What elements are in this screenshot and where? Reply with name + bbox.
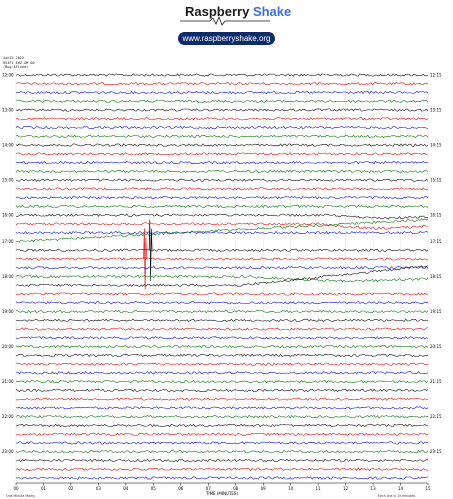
- trace-line: [16, 302, 428, 304]
- row-time-right: 19:15: [430, 309, 442, 314]
- row-time-right: 22:15: [430, 414, 442, 420]
- trace-line: [16, 424, 428, 426]
- minute-grid: [16, 72, 428, 482]
- x-tick-label: 02: [68, 486, 74, 491]
- row-time-right: 23:15: [430, 449, 442, 455]
- x-tick-label: 11: [315, 486, 321, 491]
- trace-line: [16, 275, 428, 282]
- trace-line: [16, 249, 428, 251]
- row-time-left: 16:00: [2, 212, 14, 218]
- trace-line: [16, 214, 428, 219]
- trace-line: [16, 389, 428, 391]
- trace-line: [16, 83, 428, 85]
- meta-channel: R53F1 EHZ AM 00: [3, 60, 35, 65]
- row-time-left: 19:00: [2, 309, 14, 314]
- trace-line: [16, 433, 428, 435]
- trace-line: [16, 398, 428, 400]
- trace-line: [16, 380, 428, 382]
- trace-line: [16, 205, 428, 207]
- row-time-left: 15:00: [2, 177, 14, 183]
- trace-line: [16, 468, 428, 470]
- trace-line: [16, 319, 428, 321]
- footer-right-note: Each line is 15 minutes: [378, 494, 416, 498]
- trace-line: [16, 451, 428, 453]
- trace-line: [16, 219, 428, 243]
- trace-line: [16, 363, 428, 365]
- trace-line: [16, 188, 428, 190]
- x-tick-label: 14: [397, 486, 404, 491]
- meta-date: Jan25 2022: [3, 56, 25, 60]
- x-tick-label: 08: [233, 486, 239, 491]
- footer-left-note: One Minute Marks: [6, 494, 35, 498]
- x-tick-label: 04: [123, 486, 129, 491]
- row-time-left: 12:00: [2, 72, 14, 78]
- x-tick-label: 13: [370, 486, 376, 491]
- trace-line: [16, 161, 428, 163]
- trace-line: [16, 109, 428, 111]
- trace-line: [16, 354, 428, 356]
- seismic-traces: [16, 74, 428, 479]
- row-time-right: 15:15: [430, 177, 442, 183]
- x-axis-label: TIME (MINUTES): [205, 491, 239, 496]
- x-tick-label: 06: [178, 486, 184, 491]
- trace-line: [16, 232, 428, 234]
- row-time-left: 21:00: [2, 379, 14, 385]
- trace-line: [16, 345, 428, 347]
- brand-accent: Shake: [252, 4, 292, 19]
- trace-line: [16, 126, 428, 128]
- row-time-right: 13:15: [430, 107, 442, 113]
- trace-line: [16, 416, 428, 418]
- x-tick-label: 15: [425, 486, 431, 491]
- row-time-left: 22:00: [2, 414, 14, 420]
- trace-line: [16, 477, 428, 479]
- row-time-left: 23:00: [2, 449, 14, 455]
- trace-line: [16, 267, 428, 269]
- row-time-left: 17:00: [2, 239, 14, 244]
- row-time-left: 18:00: [2, 274, 14, 279]
- row-labels: [2, 73, 442, 455]
- x-tick-label: 07: [205, 486, 211, 491]
- x-tick-label: 01: [40, 486, 47, 491]
- trace-line: [16, 258, 428, 260]
- x-tick-label: 10: [288, 486, 294, 491]
- trace-line: [16, 135, 428, 137]
- row-time-right: 17:15: [430, 239, 442, 244]
- row-time-right: 14:15: [430, 142, 442, 148]
- x-tick-label: 03: [95, 486, 101, 491]
- x-tick-label: 00: [13, 486, 19, 491]
- trace-line: [16, 442, 428, 444]
- trace-line: [16, 372, 428, 374]
- website-link[interactable]: www.raspberryshake.org: [178, 32, 275, 45]
- trace-line: [16, 144, 428, 146]
- row-time-right: 18:15: [430, 274, 442, 279]
- row-time-left: 13:00: [2, 107, 14, 113]
- trace-line: [16, 223, 428, 230]
- row-time-right: 21:15: [430, 379, 442, 385]
- x-tick-label: 12: [343, 486, 349, 491]
- trace-line: [16, 153, 428, 155]
- trace-line: [16, 328, 428, 330]
- trace-line: [16, 100, 428, 102]
- trace-line: [16, 197, 428, 199]
- trace-line: [16, 74, 428, 76]
- row-time-right: 12:15: [430, 72, 442, 78]
- trace-line: [16, 310, 428, 312]
- row-time-right: 16:15: [430, 212, 442, 218]
- brand-main: Raspberry: [185, 4, 250, 19]
- x-tick-label: 09: [260, 486, 266, 491]
- trace-line: [16, 459, 428, 461]
- trace-line: [16, 179, 428, 181]
- trace-line: [16, 407, 428, 409]
- trace-line: [16, 293, 428, 295]
- trace-line: [16, 91, 428, 93]
- trace-line: [16, 118, 428, 120]
- row-time-left: 14:00: [2, 142, 14, 148]
- x-axis: [6, 483, 431, 498]
- meta-note: (Bug:$Fixed): [3, 65, 29, 69]
- row-time-left: 20:00: [2, 344, 14, 350]
- row-time-right: 20:15: [430, 344, 442, 350]
- trace-line: [16, 170, 428, 172]
- x-tick-label: 05: [150, 486, 156, 491]
- trace-line: [16, 337, 428, 339]
